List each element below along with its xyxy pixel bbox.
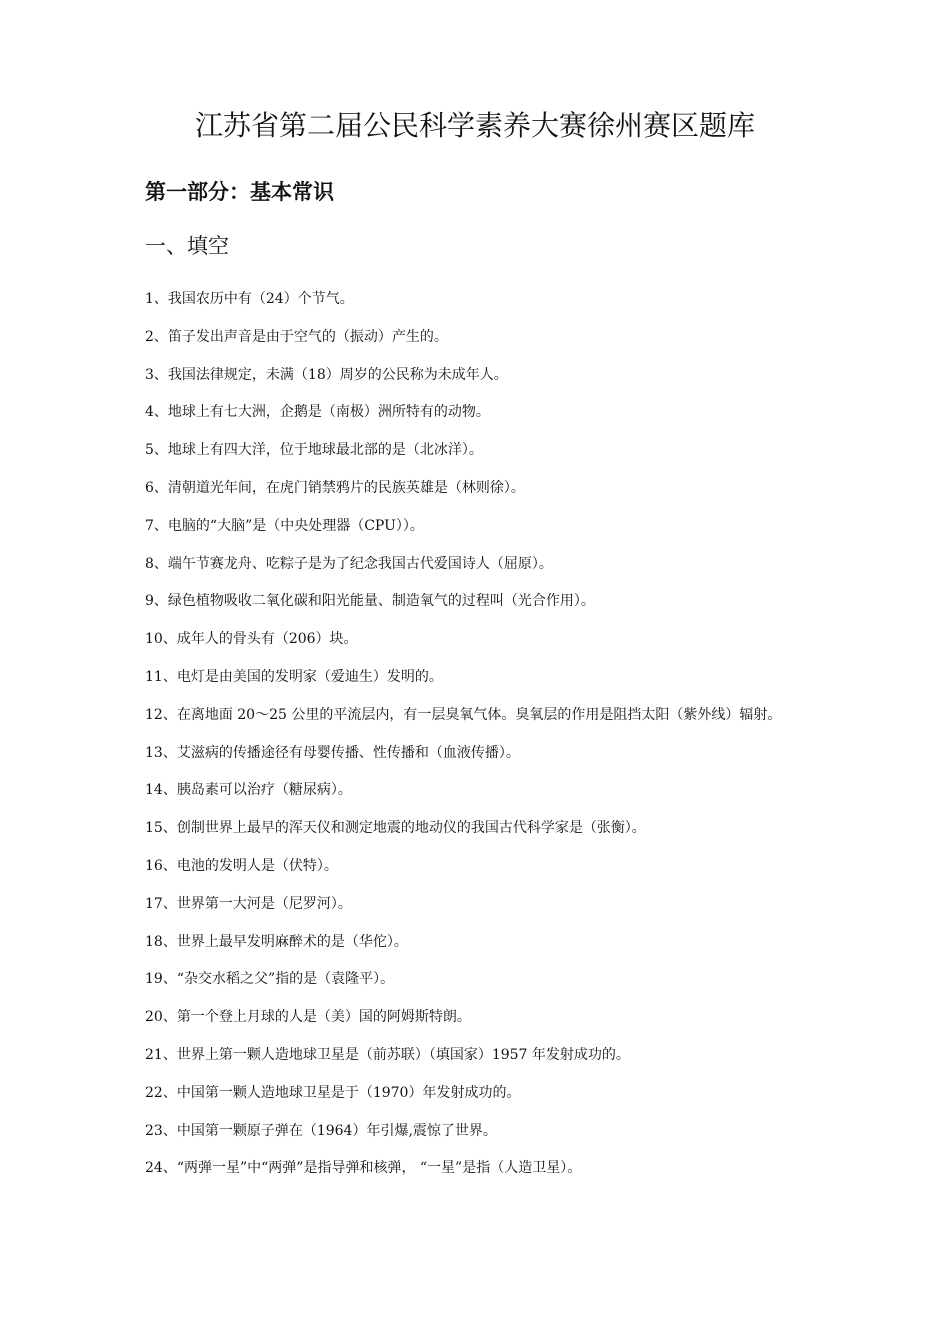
question-item: 23、中国第一颗原子弹在（1964）年引爆,震惊了世界。 [145,1122,497,1139]
question-item: 3、我国法律规定，未满（18）周岁的公民称为未成年人。 [145,366,508,383]
question-item: 18、世界上最早发明麻醉术的是（华佗）。 [145,933,408,950]
question-item: 2、笛子发出声音是由于空气的（振动）产生的。 [145,328,448,345]
question-item: 22、中国第一颗人造地球卫星是于（1970）年发射成功的。 [145,1084,521,1101]
question-item: 16、电池的发明人是（伏特）。 [145,857,338,874]
question-item: 10、成年人的骨头有（206）块。 [145,631,358,648]
question-item: 19、“杂交水稻之父”指的是（袁隆平）。 [145,971,395,988]
question-item: 21、世界上第一颗人造地球卫星是（前苏联）（填国家）1957 年发射成功的。 [145,1046,630,1063]
question-item: 9、绿色植物吸收二氧化碳和阳光能量、制造氧气的过程叫（光合作用）。 [145,593,595,610]
question-item: 15、创制世界上最早的浑天仪和测定地震的地动仪的我国古代科学家是（张衡）。 [145,820,646,837]
question-item: 11、电灯是由美国的发明家（爱迪生）发明的。 [145,668,443,685]
question-item: 8、端午节赛龙舟、吃粽子是为了纪念我国古代爱国诗人（屈原）。 [145,555,553,572]
part-heading: 第一部分：基本常识 [145,180,334,204]
question-item: 1、我国农历中有（24）个节气。 [145,291,354,307]
question-item: 14、胰岛素可以治疗（糖尿病）。 [145,782,352,799]
question-item: 13、艾滋病的传播途径有母婴传播、性传播和（血液传播）。 [145,744,520,761]
question-item: 17、世界第一大河是（尼罗河）。 [145,895,352,912]
question-item: 24、“两弹一星”中“两弹”是指导弹和核弹， “一星”是指（人造卫星）。 [145,1160,582,1177]
question-item: 5、地球上有四大洋，位于地球最北部的是（北冰洋）。 [145,442,483,459]
question-item: 12、在离地面 20～25 公里的平流层内，有一层臭氧气体。臭氧层的作用是阻挡太阳（紫外线）辐射。 [145,706,782,723]
question-item: 6、清朝道光年间，在虎门销禁鸦片的民族英雄是（林则徐）。 [145,479,525,496]
question-item: 4、地球上有七大洲，企鹅是（南极）洲所特有的动物。 [145,404,490,421]
question-list [145,288,810,1195]
section-heading: 一、填空 [145,234,229,258]
document-title: 江苏省第二届公民科学素养大赛徐州赛区题库 [194,109,755,142]
question-item: 7、电脑的“大脑”是（中央处理器（CPU））。 [145,517,424,534]
question-item: 20、第一个登上月球的人是（美）国的阿姆斯特朗。 [145,1009,471,1026]
